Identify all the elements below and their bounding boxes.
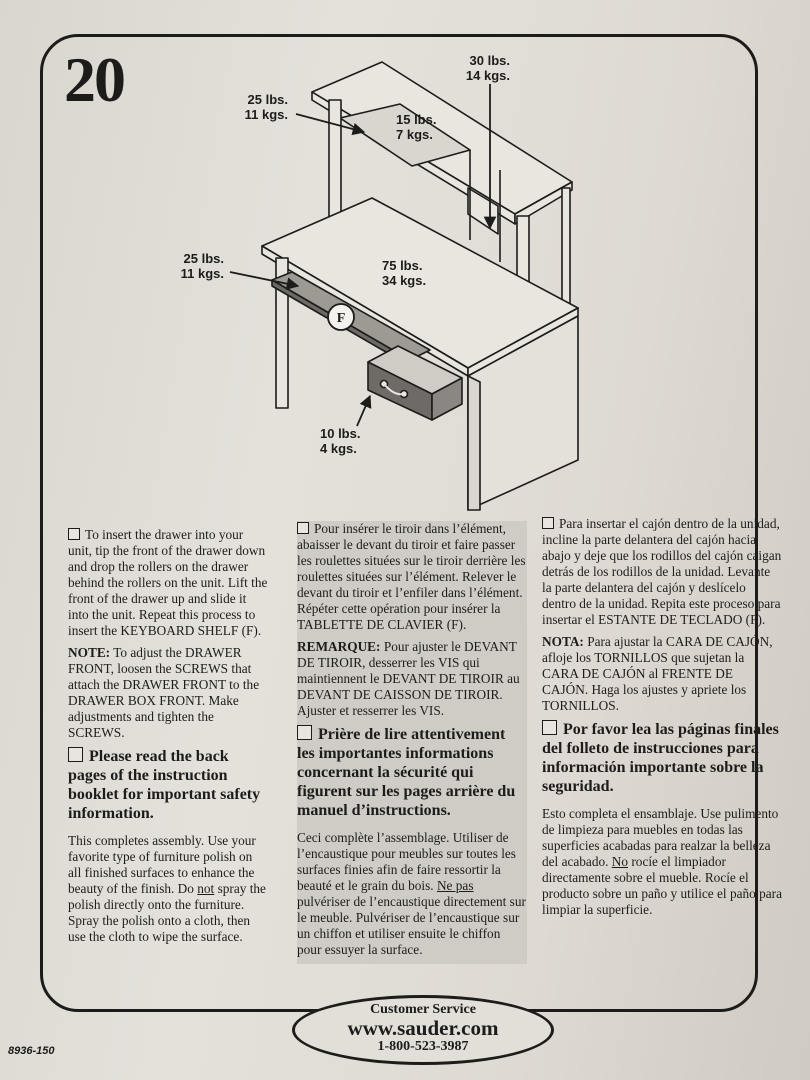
spanish-closing: Esto completa el ensamblaje. Use pulimento de limpieza para muebles en todas las superficies acabadas para realzar la belleza del acabado. No rocíe el limpiador directamente sobre el mueble. Rocíe el producto sobre un paño y utilice el paño para limpiar la superficie. — [542, 806, 783, 917]
english-column — [68, 527, 268, 951]
customer-service-title: Customer Service — [370, 1002, 476, 1017]
checkbox-icon[interactable] — [68, 747, 83, 762]
weight-label-hutch-mid: 15 lbs. 7 kgs. — [396, 112, 437, 142]
french-column — [297, 521, 527, 964]
spanish-safety-notice: Por favor lea las páginas finales del folleto de instrucciones para información importante sobre la seguridad. — [542, 721, 779, 795]
english-closing: This completes assembly. Use your favorite type of furniture polish on all finished surfaces to enhance the beauty of the finish. Do not spray the polish directly onto the furniture. Spray the polish onto a cloth, then use the cloth to wipe the surface. — [68, 833, 266, 944]
checkbox-icon[interactable] — [297, 725, 312, 740]
customer-service-box — [292, 995, 554, 1065]
part-code: 8936-150 — [8, 1045, 55, 1057]
arrow-drawer — [357, 396, 370, 426]
part-marker-label: F — [336, 311, 346, 326]
customer-service-phone: 1-800-523-3987 — [377, 1039, 469, 1054]
spanish-note: NOTA: Para ajustar la CARA DE CAJÓN, afloje los TORNILLOS que sujetan la CARA DE CAJÓN al FRENTE DE CAJÓN. Haga los ajustes y apriete los TORNILLOS. — [542, 634, 773, 713]
step-number: 20 — [64, 44, 124, 115]
french-note: REMARQUE: Pour ajuster le DEVANT DE TIROIR, desserrer les VIS qui maintiennent le DEVANT DE TIROIR au DEVANT DE CAISSON DE TIROIR. Ajuster et resserrer les VIS. — [297, 639, 520, 718]
hutch-left-post — [329, 100, 341, 222]
weight-label-hutch-top: 30 lbs. 14 kgs. — [465, 53, 510, 83]
english-safety-notice: Please read the back pages of the instruction booklet for important safety information. — [68, 748, 261, 822]
spanish-column — [542, 516, 782, 924]
weight-label-desk-top: 75 lbs. 34 kgs. — [382, 258, 427, 288]
checkbox-icon[interactable] — [68, 528, 80, 540]
customer-service-website[interactable]: www.sauder.com — [347, 1016, 499, 1040]
weight-label-keyboard: 25 lbs. 11 kgs. — [180, 251, 224, 281]
checkbox-icon[interactable] — [542, 517, 554, 529]
spanish-instructions: Para insertar el cajón dentro de la unidad, incline la parte delantera del cajón hacia abajo y deje que los rodillos del cajón caigan detrás de los rodillos de la unidad. Levante la parte delantera del cajón y deslícelo dentro de la unidad. Repita este proceso para insertar el ESTANTE DE TECLADO (F). — [542, 516, 782, 627]
french-closing: Ceci complète l’assemblage. Utiliser de l’encaustique pour meubles sur toutes les surfaces finies afin de faire ressortir la beauté et le grain du bois. Ne pas pulvériser de l’encaustique directement sur le meuble. Pulvériser de l’encaustique sur un chiffon et utiliser ensuite le chiffon pour essuyer la surface. — [297, 830, 526, 957]
weight-label-drawer: 10 lbs. 4 kgs. — [320, 426, 361, 456]
english-note: NOTE: To adjust the DRAWER FRONT, loosen the SCREWS that attach the DRAWER FRONT to the DRAWER BOX FRONT. Make adjustments and tighten the SCREWS. — [68, 645, 260, 740]
english-instructions: To insert the drawer into your unit, tip the front of the drawer down and drop the rollers on the drawer behind the rollers on the unit. Lift the front of the drawer up and slide it into the unit. Repeat this process to insert the KEYBOARD SHELF (F). — [68, 527, 268, 638]
french-safety-notice: Prière de lire attentivement les importantes informations concernant la sécurité qui figurent sur les pages arrière du manuel d’instructions. — [297, 726, 516, 819]
checkbox-icon[interactable] — [542, 720, 557, 735]
weight-label-hutch-shelf: 25 lbs. 11 kgs. — [244, 92, 288, 122]
french-instructions: Pour insérer le tiroir dans l’élément, abaisser le devant du tiroir et faire passer les roulettes situées sur le tiroir derrière les roulettes situées sur l’élément. Relever le devant du tiroir et l’enfiler dans l’élément. Répéter cette opération pour insérer la TABLETTE DE CLAVIER (F). — [297, 521, 526, 632]
checkbox-icon[interactable] — [297, 522, 309, 534]
